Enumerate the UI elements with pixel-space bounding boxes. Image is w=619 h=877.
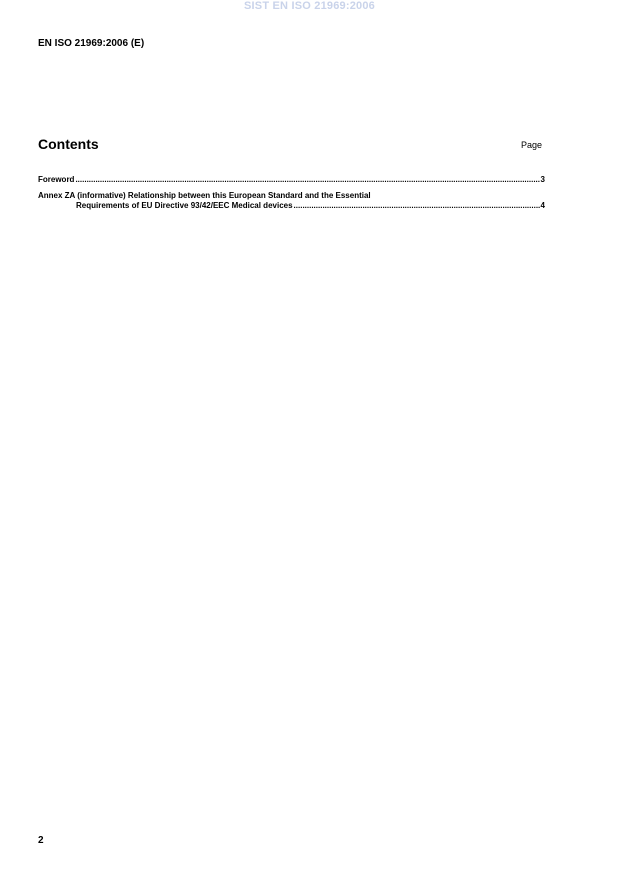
toc-entry-title[interactable]: Annex ZA (informative) Relationship between this European Standard and the Essential	[38, 191, 371, 200]
toc-entry-title[interactable]: Foreword	[38, 175, 75, 184]
dot-leader	[75, 175, 539, 185]
toc-entry-annex-za[interactable]	[38, 191, 545, 211]
dot-leader	[294, 201, 540, 211]
toc-entry-page[interactable]: 3	[540, 175, 545, 184]
toc-entry-title-continued[interactable]: Requirements of EU Directive 93/42/EEC Medical devices	[76, 201, 293, 210]
toc-entry-page[interactable]: 4	[540, 201, 545, 210]
page-column-label: Page	[521, 140, 543, 150]
watermark: SIST EN ISO 21969:2006	[244, 0, 375, 12]
table-of-contents	[38, 175, 545, 211]
page-number: 2	[38, 835, 44, 846]
document-identifier: EN ISO 21969:2006 (E)	[38, 38, 145, 49]
contents-heading: Contents	[38, 136, 99, 152]
toc-entry-foreword[interactable]	[38, 175, 545, 185]
